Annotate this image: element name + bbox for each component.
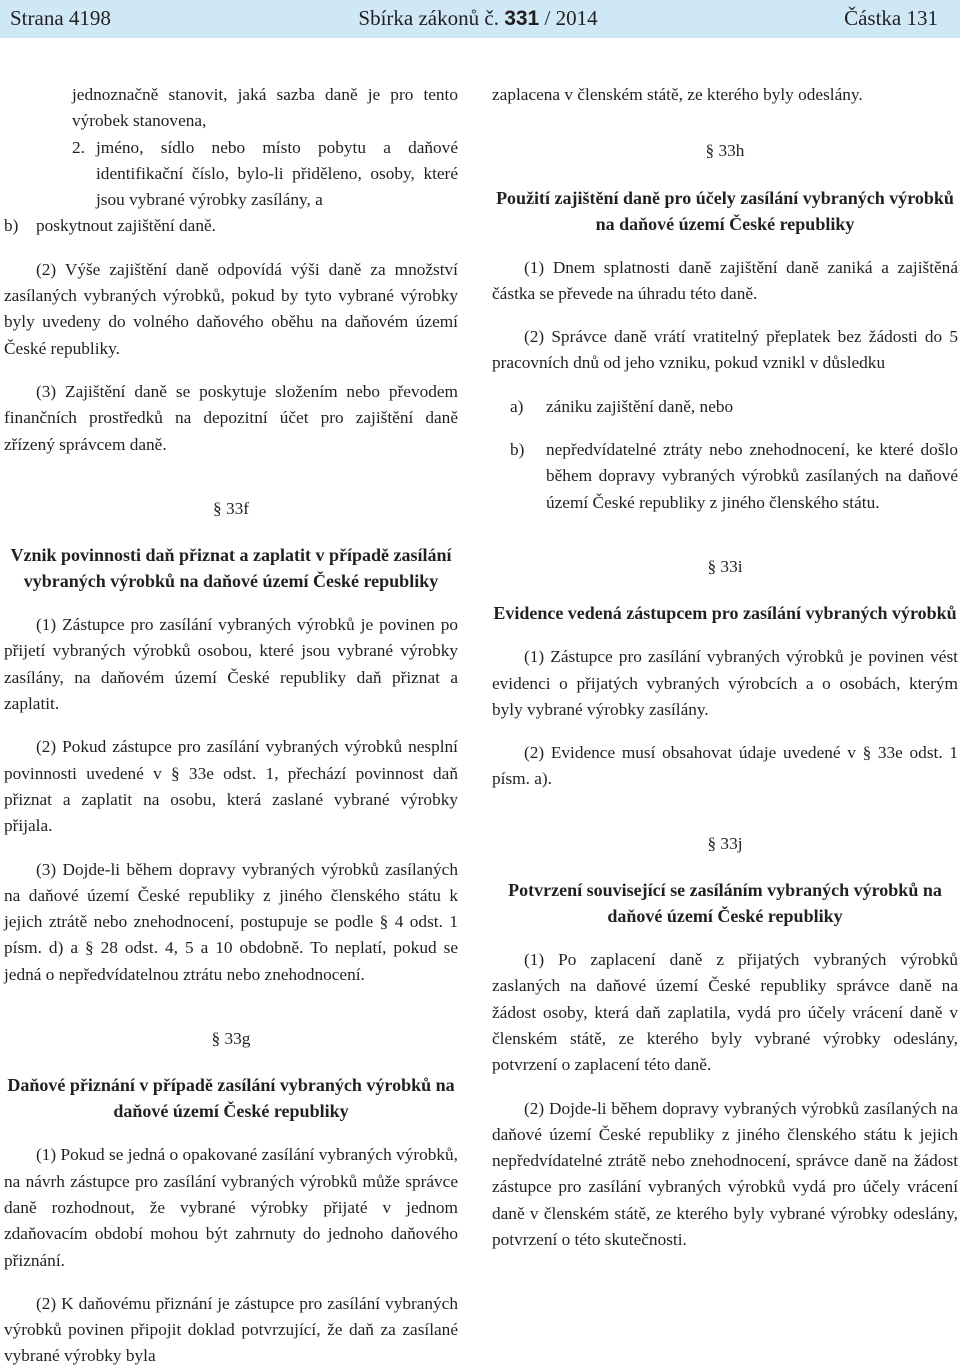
- list-item: [4, 213, 458, 239]
- paragraph: (3) Zajištění daně se poskytuje složením nebo převodem finančních prostředků na depozitní účet pro zajištění daně zřízený správcem daně.: [4, 381, 458, 454]
- list-item-label: 2.: [72, 137, 85, 157]
- left-column: [4, 82, 458, 1370]
- paragraph: (1) Zástupce pro zasílání vybraných výrobků je povinen po přijetí vybraných výrobků osobou, které jsou vybrané výrobky zasílány, na daňovém území České republiky daň přiznat a zaplatit.: [4, 615, 458, 714]
- paragraph: (2) Evidence musí obsahovat údaje uvedené v § 33e odst. 1 písm. a).: [492, 743, 958, 789]
- list-item-text: poskytnout zajištění daně.: [36, 216, 216, 236]
- paragraph: (2) Správce daně vrátí vratitelný přeplatek bez žádosti do 5 pracovních dnů od jeho vzniku, pokud vznikl v důsledku: [492, 327, 958, 373]
- section-number: § 33g: [211, 1029, 251, 1049]
- section-title: Daňové přiznání v případě zasílání vybraných výrobků na daňové území České republiky: [7, 1075, 455, 1122]
- list-item-label: a): [510, 396, 524, 416]
- list-item-label: b): [4, 216, 19, 236]
- list-item-text: jméno, sídlo nebo místo pobytu a daňové identifikační číslo, bylo-li přiděleno, osoby, které jsou vybrané výrobky zasílány, a: [96, 137, 458, 210]
- paragraph-continuation: zaplacena v členském státě, ze kterého byly odeslány.: [492, 85, 863, 104]
- list-item: [492, 394, 958, 420]
- list-item-text: zániku zajištění daně, nebo: [546, 396, 734, 416]
- section-title: Potvrzení související se zasíláním vybraných výrobků na daňové území České republiky: [508, 880, 942, 927]
- paragraph: (2) K daňovému přiznání je zástupce pro zasílání vybraných výrobků povinen připojit doklad potvrzující, že daň za zasílané vybrané výrobky byla: [4, 1293, 458, 1366]
- section-title: Použití zajištění daně pro účely zasílání vybraných výrobků na daňové území České republiky: [496, 187, 954, 234]
- page-number: Strana 4198: [10, 6, 111, 30]
- paragraph: (1) Po zaplacení daně z přijatých vybraných výrobků zaslaných na daňové území České republiky správce daně na žádost osoby, která daň zaplatila, vydá pro účely vrácení daně v členském státě, ze kterého byly vybrané výrobky odeslány, potvrzení o zaplacení této daně.: [492, 950, 958, 1075]
- section-number: § 33j: [707, 833, 743, 853]
- paragraph: (3) Dojde-li během dopravy vybraných výrobků zasílaných na daňové území České republiky z jiného členského státu k jejich ztrátě nebo znehodnocení, postupuje se podle § 4 odst. 1 písm. d) a § 28 odst. 4, 5 a 10 obdobně. To neplatí, pokud se jedná o nepředvídatelnou ztrátu nebo znehodnocení.: [4, 859, 458, 984]
- right-column: [492, 82, 958, 1253]
- paragraph: (2) Výše zajištění daně odpovídá výši daně za množství zasílaných vybraných výrobků, pokud by tyto vybrané výrobky byly uvedeny do volného daňového oběhu na daňovém území České republiky.: [4, 259, 458, 358]
- page-header: [0, 0, 960, 38]
- paragraph: (1) Pokud se jedná o opakované zasílání vybraných výrobků, na návrh zástupce pro zasílání vybraných výrobků může správce daně rozhodnout, že vybrané výrobky přijaté v jednom zdaňovacím období mohou být zahrnuty do jednoho daňového přiznání.: [4, 1145, 458, 1270]
- collection-year: / 2014: [539, 6, 598, 30]
- collection-title: [358, 6, 597, 31]
- section-title: Evidence vedená zástupcem pro zasílání vybraných výrobků: [493, 603, 957, 624]
- collection-number: 331: [504, 7, 540, 30]
- section-number: § 33i: [707, 556, 743, 576]
- collection-prefix: Sbírka zákonů č.: [358, 6, 505, 30]
- list-item-label: b): [510, 440, 525, 460]
- paragraph: (1) Dnem splatnosti daně zajištění daně zaniká a zajištěná částka se převede na úhradu této daně.: [492, 257, 958, 303]
- list-item: [4, 135, 458, 214]
- section-number: § 33h: [705, 141, 745, 161]
- paragraph: (1) Zástupce pro zasílání vybraných výrobků je povinen vést evidenci o přijatých vybraných výrobcích a o osobách, kterým byly vybrané výrobky zasílány.: [492, 647, 958, 719]
- list-item-continuation: jednoznačně stanovit, jaká sazba daně je pro tento výrobek stanovena,: [72, 85, 458, 131]
- section-title: Vznik povinnosti daň přiznat a zaplatit v případě zasílání vybraných výrobků na daňové území České republiky: [10, 545, 452, 592]
- paragraph: (2) Pokud zástupce pro zasílání vybraných výrobků nesplní povinnosti uvedené v § 33e odst. 1, přechází povinnost daň přiznat a zaplatit na osobu, která zaslané vybrané výrobky přijala.: [4, 737, 458, 836]
- section-number: § 33f: [213, 498, 249, 518]
- paragraph: (2) Dojde-li během dopravy vybraných výrobků zasílaných na daňové území České republiky z jiného členského státu k jejich nepředvídatelné ztrátě nebo znehodnocení, správce daně na žádost zástupce pro zasílání vybraných výrobků vydá pro účely vrácení daně v členském státě, ze kterého byly vybrané výrobky odeslány, potvrzení o této skutečnosti.: [492, 1098, 958, 1250]
- part-number: Částka 131: [844, 6, 938, 30]
- list-item-text: nepředvídatelné ztráty nebo znehodnocení, ke které došlo během dopravy vybraných výrobků zasílaných na daňové území České republiky z jiného členského státu.: [546, 440, 958, 512]
- list-item: [492, 437, 958, 516]
